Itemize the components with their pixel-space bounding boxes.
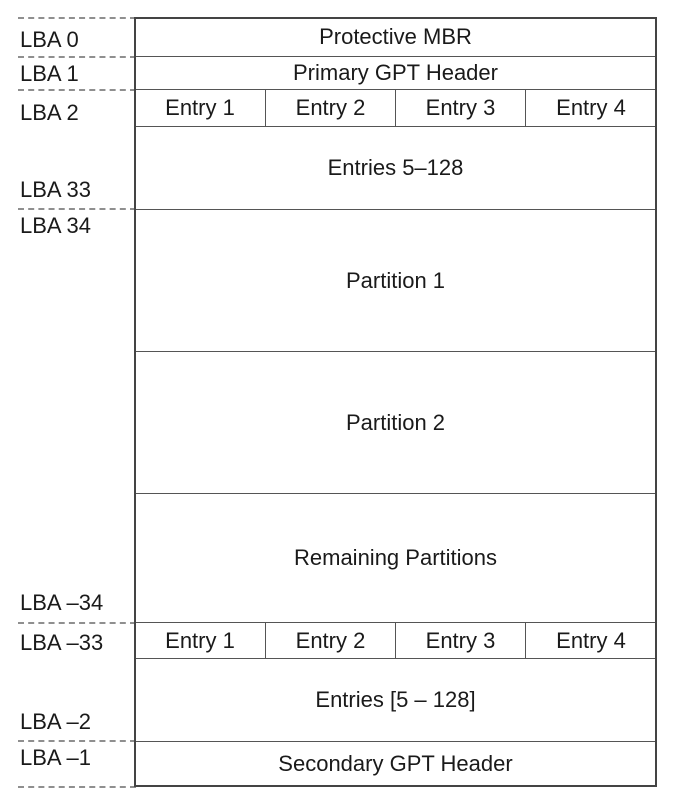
partition-1-label: Partition 1 (345, 267, 446, 293)
primary-entries-rest-label: Entries 5–128 (327, 155, 464, 180)
primary-entry-3 (395, 89, 526, 127)
partition-1-block (134, 209, 657, 352)
partition-2-block (134, 351, 657, 494)
secondary-entry-2-label: Entry 2 (295, 627, 366, 653)
remaining-partitions-block (134, 493, 657, 623)
secondary-entries-rest-block (134, 658, 657, 742)
primary-entry-2-label: Entry 2 (295, 95, 366, 120)
protective-mbr-label: Protective MBR (319, 24, 472, 49)
secondary-entry-4 (525, 622, 657, 659)
lba-label-1: LBA 1 (20, 61, 79, 86)
lba-label-34: LBA 34 (20, 213, 91, 238)
primary-entry-3-label: Entry 3 (425, 95, 496, 120)
primary-gpt-header-block (134, 56, 657, 90)
secondary-entry-1 (134, 622, 266, 659)
lba-label-33: LBA 33 (20, 177, 91, 202)
lba-label-0: LBA 0 (20, 27, 79, 52)
primary-entry-1-label: Entry 1 (165, 95, 235, 120)
secondary-entry-4-label: Entry 4 (556, 627, 626, 653)
lba-label-minus-2: LBA –2 (20, 709, 91, 734)
secondary-entries-rest-label: Entries [5 – 128] (315, 687, 476, 712)
secondary-entry-2 (265, 622, 396, 659)
remaining-partitions-label: Remaining Partitions (294, 545, 497, 570)
lba-label-minus-33: LBA –33 (20, 630, 104, 655)
lba-label-minus-1: LBA –1 (20, 745, 91, 770)
separator-bottom (18, 786, 136, 788)
primary-entries-rest-block (134, 126, 657, 210)
protective-mbr-block (134, 17, 657, 57)
secondary-gpt-header-block (134, 741, 657, 787)
primary-gpt-header-label: Primary GPT Header (293, 60, 498, 85)
separator-lba1 (18, 56, 136, 58)
lba-label-2: LBA 2 (20, 100, 79, 125)
primary-entry-2 (265, 89, 396, 127)
lba-label-minus-34: LBA –34 (20, 590, 104, 615)
primary-entry-4 (525, 89, 657, 127)
separator-lba2 (18, 89, 136, 91)
separator-lba-m33 (18, 622, 136, 624)
primary-entry-1 (134, 89, 266, 127)
separator-top (18, 17, 136, 19)
secondary-entry-1-label: Entry 1 (165, 627, 235, 653)
separator-lba-m1 (18, 740, 136, 742)
separator-lba34 (18, 208, 136, 210)
secondary-gpt-header-label: Secondary GPT Header (278, 751, 513, 776)
secondary-entry-3 (395, 622, 526, 659)
primary-entry-4-label: Entry 4 (556, 95, 626, 120)
partition-2-label: Partition 2 (345, 409, 446, 435)
secondary-entry-3-label: Entry 3 (425, 627, 496, 653)
